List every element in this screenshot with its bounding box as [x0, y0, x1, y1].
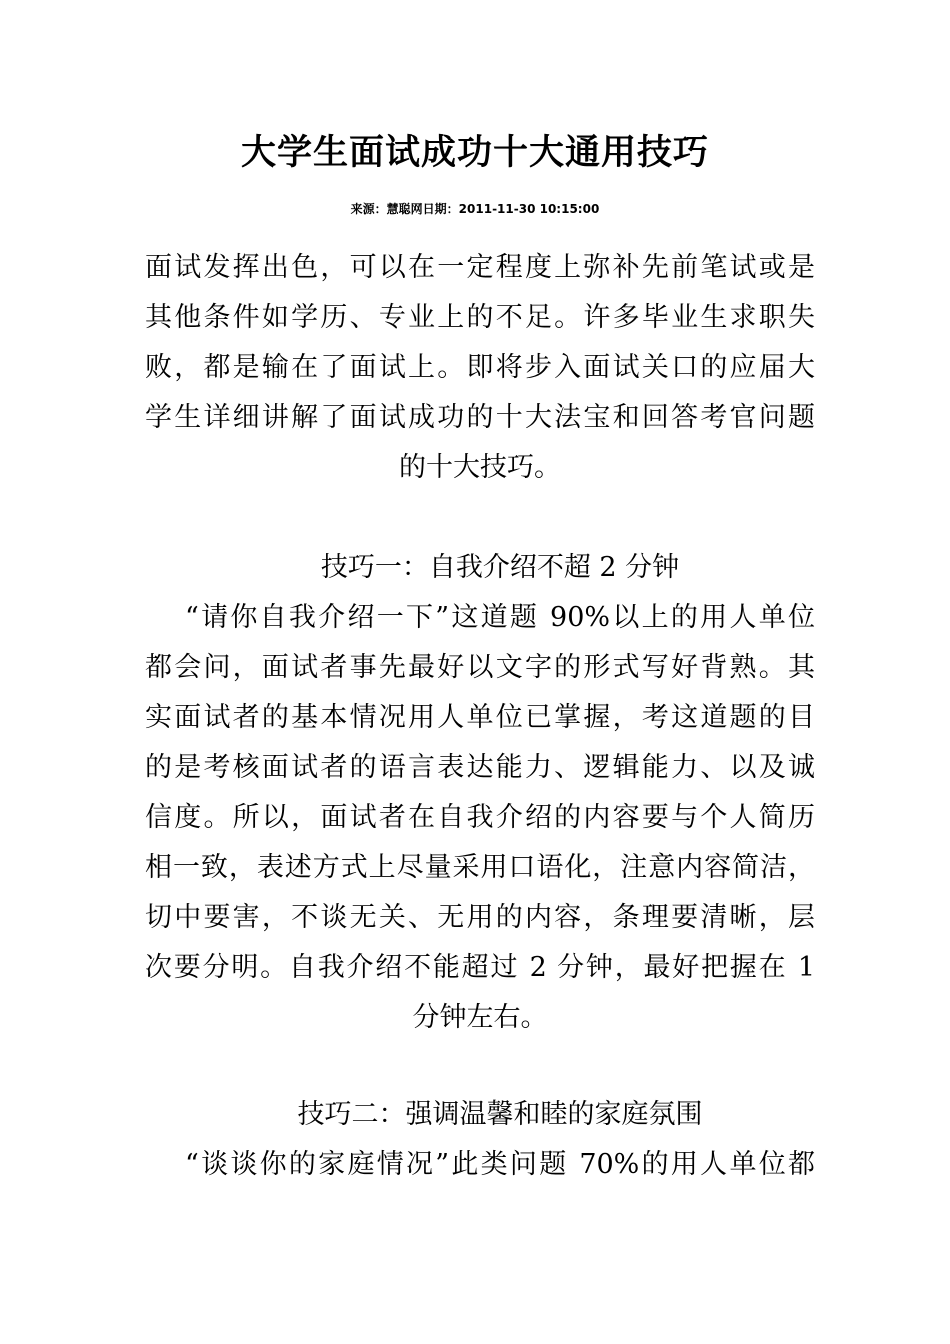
section-heading: 技巧一：自我介绍不超 2 分钟	[320, 552, 680, 583]
section-line: 都会问，面试者事先最好以文字的形式写好背熟。其	[145, 652, 815, 683]
intro-line: 其他条件如学历、专业上的不足。许多毕业生求职失	[145, 302, 815, 333]
section-line: 的是考核面试者的语言表达能力、逻辑能力、以及诚	[145, 752, 815, 783]
section-line: 相一致，表述方式上尽量采用口语化，注意内容简洁，	[145, 852, 815, 883]
intro-line: 的十大技巧。	[399, 452, 561, 483]
section-line: 切中要害，不谈无关、无用的内容，条理要清晰，层	[145, 902, 815, 933]
section-tip-one	[145, 543, 815, 1043]
section-line: “请你自我介绍一下”这道题 90%以上的用人单位	[185, 602, 815, 633]
section-tip-two	[145, 1090, 815, 1190]
section-line: 信度。所以，面试者在自我介绍的内容要与个人简历	[145, 802, 815, 833]
section-line: 次要分明。自我介绍不能超过 2 分钟，最好把握在 1	[145, 952, 815, 983]
intro-paragraph	[145, 243, 815, 493]
section-line: 实面试者的基本情况用人单位已掌握，考这道题的目	[145, 702, 815, 733]
source-date-line: 来源：慧聪网日期：2011-11-30 10:15:00	[350, 202, 600, 216]
section-line: “谈谈你的家庭情况”此类问题 70%的用人单位都	[185, 1149, 815, 1180]
intro-line: 学生详细讲解了面试成功的十大法宝和回答考官问题	[145, 402, 815, 433]
section-line: 分钟左右。	[412, 1002, 548, 1033]
intro-line: 败，都是输在了面试上。即将步入面试关口的应届大	[145, 352, 815, 383]
document-title: 大学生面试成功十大通用技巧	[240, 132, 709, 173]
section-heading: 技巧二：强调温馨和睦的家庭氛围	[297, 1099, 703, 1130]
intro-line: 面试发挥出色，可以在一定程度上弥补先前笔试或是	[145, 252, 815, 283]
